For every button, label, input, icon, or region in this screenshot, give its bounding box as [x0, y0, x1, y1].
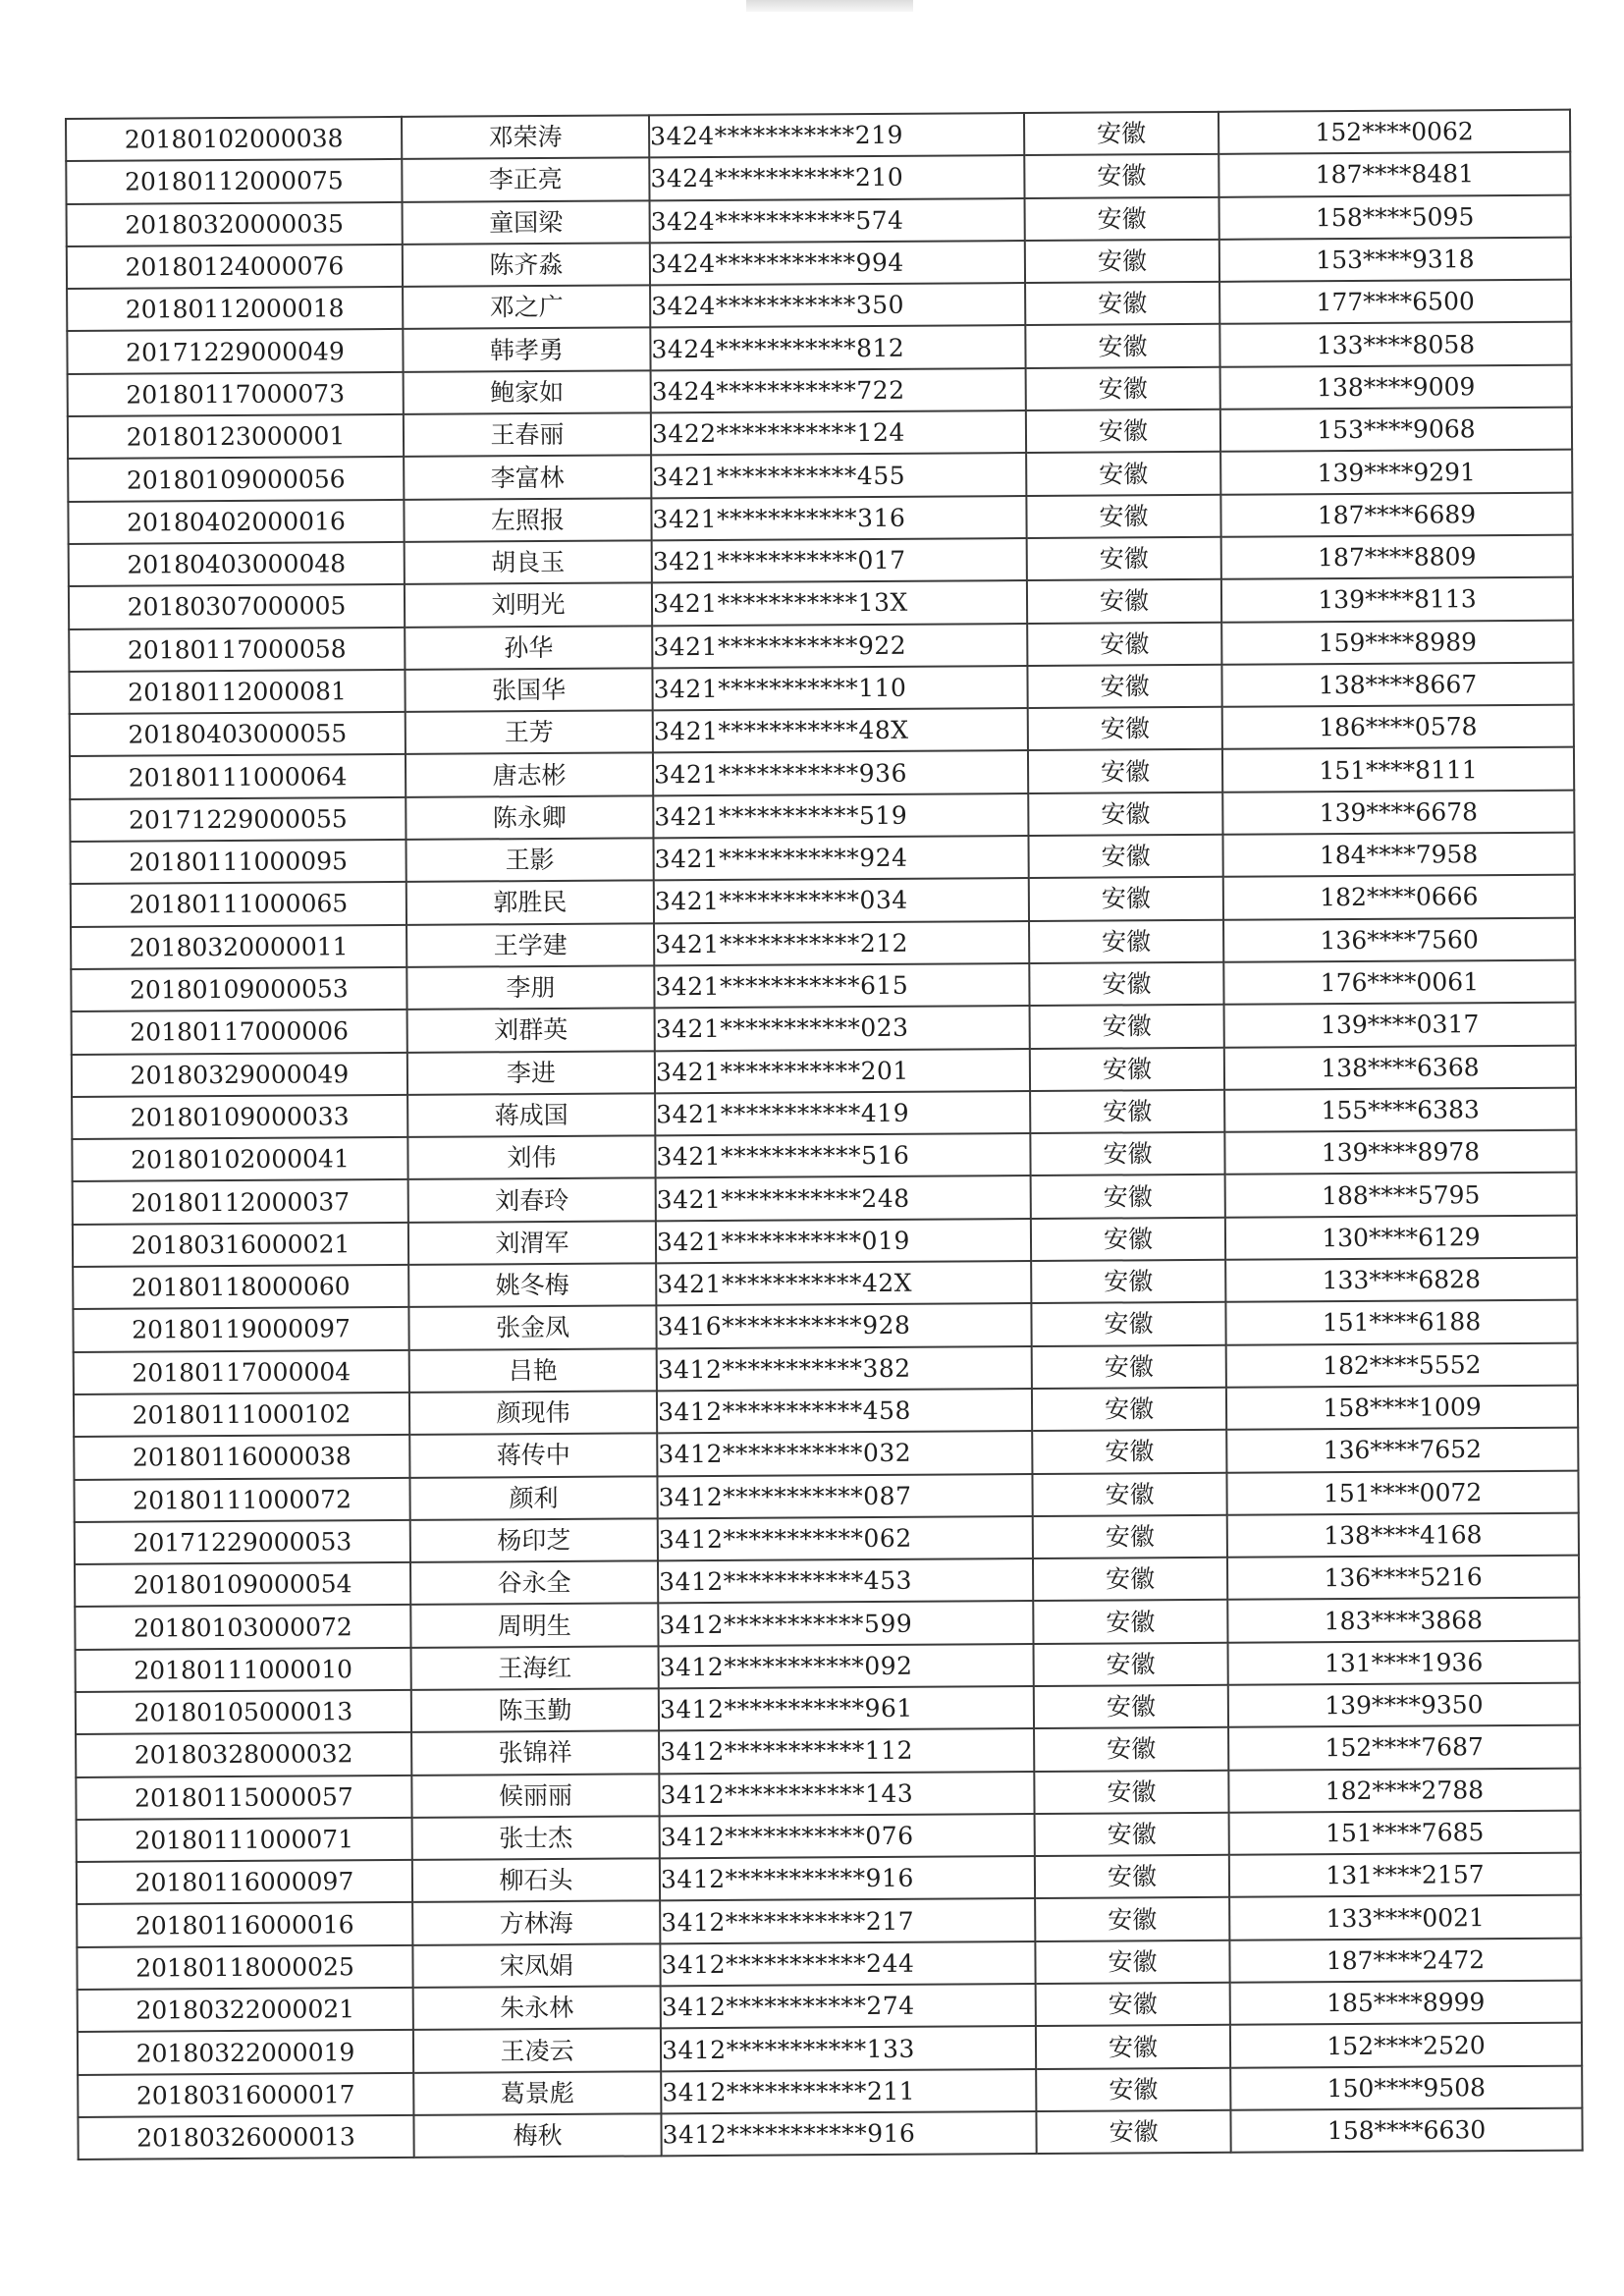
id-card-cell: 3412***********453 — [658, 1558, 1033, 1604]
province-cell: 安徽 — [1027, 665, 1221, 709]
province-cell: 安徽 — [1027, 579, 1221, 624]
name-cell: 王春丽 — [404, 412, 651, 457]
name-cell: 王海红 — [411, 1646, 659, 1690]
registration-number-cell: 20171229000053 — [75, 1520, 410, 1564]
phone-cell: 139****6678 — [1222, 790, 1574, 834]
name-cell: 李进 — [407, 1051, 655, 1095]
phone-cell: 133****6828 — [1225, 1258, 1577, 1302]
registration-number-cell: 20180316000017 — [78, 2073, 413, 2117]
id-card-cell: 3424***********994 — [650, 241, 1025, 286]
registration-number-cell: 20180111000072 — [74, 1477, 409, 1521]
id-card-cell: 3421***********13X — [652, 580, 1027, 626]
province-cell: 安徽 — [1035, 1897, 1229, 1941]
phone-cell: 182****5552 — [1226, 1342, 1578, 1387]
phone-cell: 152****7687 — [1228, 1725, 1580, 1770]
registration-number-cell: 20180402000016 — [68, 500, 404, 544]
phone-cell: 136****7560 — [1223, 917, 1575, 961]
province-cell: 安徽 — [1036, 2025, 1230, 2069]
phone-cell: 136****7652 — [1226, 1428, 1578, 1472]
name-cell: 刘伟 — [407, 1135, 655, 1179]
id-card-cell: 3416***********928 — [656, 1303, 1031, 1348]
phone-cell: 139****0317 — [1224, 1003, 1576, 1047]
name-cell: 王学建 — [406, 923, 654, 967]
id-card-cell: 3422***********124 — [651, 410, 1026, 456]
id-card-cell: 3412***********133 — [661, 2026, 1036, 2071]
registration-number-cell: 20180119000097 — [73, 1307, 408, 1351]
province-cell: 安徽 — [1025, 324, 1219, 368]
id-card-cell: 3412***********032 — [657, 1431, 1032, 1476]
name-cell: 王凌云 — [413, 2029, 661, 2073]
registration-number-cell: 20180118000060 — [73, 1265, 408, 1309]
province-cell: 安徽 — [1036, 2067, 1230, 2111]
phone-cell: 138****8667 — [1221, 662, 1573, 706]
phone-cell: 150****9508 — [1230, 2065, 1582, 2109]
registration-number-cell: 20180326000013 — [78, 2115, 413, 2159]
name-cell: 颜利 — [409, 1476, 657, 1520]
province-cell: 安徽 — [1030, 1047, 1224, 1091]
registration-number-cell: 20180117000006 — [72, 1010, 407, 1054]
phone-cell: 185****8999 — [1230, 1981, 1582, 2025]
registration-number-cell: 20180117000073 — [68, 372, 404, 416]
id-card-cell: 3421***********924 — [653, 836, 1028, 881]
table-container — [65, 109, 1582, 2161]
registration-number-cell: 20180109000053 — [71, 967, 406, 1011]
registration-number-cell: 20180316000021 — [73, 1223, 408, 1267]
province-cell: 安徽 — [1030, 1005, 1224, 1049]
province-cell: 安徽 — [1034, 1642, 1228, 1686]
phone-cell: 138****9009 — [1220, 364, 1572, 409]
id-card-cell: 3421***********316 — [651, 496, 1026, 541]
province-cell: 安徽 — [1030, 1090, 1224, 1134]
province-cell: 安徽 — [1033, 1558, 1227, 1602]
id-card-cell: 3412***********112 — [659, 1728, 1034, 1774]
id-card-cell: 3424***********722 — [651, 368, 1026, 413]
id-card-cell: 3421***********212 — [654, 921, 1029, 966]
id-card-cell: 3421***********023 — [655, 1006, 1030, 1051]
phone-cell: 182****0666 — [1223, 875, 1575, 919]
id-card-cell: 3424***********219 — [649, 113, 1024, 158]
phone-cell: 133****8058 — [1219, 322, 1571, 366]
name-cell: 鲍家如 — [404, 370, 651, 414]
phone-cell: 152****2520 — [1230, 2023, 1582, 2067]
phone-cell: 131****1936 — [1228, 1640, 1580, 1684]
province-cell: 安徽 — [1029, 877, 1223, 921]
registration-number-cell: 20180117000058 — [69, 627, 405, 671]
candidate-table — [65, 109, 1584, 2161]
phone-cell: 187****8481 — [1218, 152, 1570, 196]
phone-cell: 151****6188 — [1225, 1300, 1577, 1344]
registration-number-cell: 20180109000056 — [68, 457, 404, 501]
id-card-cell: 3412***********382 — [657, 1346, 1032, 1392]
province-cell: 安徽 — [1033, 1600, 1227, 1644]
name-cell: 杨印芝 — [410, 1518, 658, 1562]
id-card-cell: 3424***********574 — [650, 198, 1025, 244]
scan-smudge — [746, 0, 913, 12]
name-cell: 童国梁 — [403, 200, 650, 245]
registration-number-cell: 20180328000032 — [76, 1732, 411, 1777]
phone-cell: 187****2472 — [1229, 1938, 1581, 1982]
name-cell: 周明生 — [410, 1604, 658, 1648]
name-cell: 蒋成国 — [407, 1093, 655, 1137]
province-cell: 安徽 — [1026, 452, 1220, 496]
phone-cell: 153****9068 — [1220, 408, 1572, 452]
name-cell: 吕艳 — [409, 1348, 657, 1393]
id-card-cell: 3412***********244 — [660, 1941, 1035, 1987]
registration-number-cell: 20180322000021 — [78, 1988, 413, 2032]
phone-cell: 139****8113 — [1221, 577, 1573, 622]
province-cell: 安徽 — [1030, 1132, 1224, 1176]
registration-number-cell: 20180111000064 — [70, 754, 406, 798]
phone-cell: 138****4168 — [1227, 1512, 1579, 1557]
id-card-cell: 3421***********519 — [653, 793, 1028, 839]
name-cell: 候丽丽 — [411, 1774, 659, 1818]
name-cell: 张金凤 — [408, 1306, 656, 1350]
province-cell: 安徽 — [1024, 112, 1218, 156]
registration-number-cell: 20180112000037 — [73, 1179, 408, 1224]
id-card-cell: 3421***********48X — [653, 708, 1028, 753]
registration-number-cell: 20180123000001 — [68, 414, 404, 459]
registration-number-cell: 20171229000049 — [67, 329, 403, 373]
name-cell: 宋凤娟 — [412, 1943, 660, 1988]
registration-number-cell: 20180105000013 — [76, 1690, 411, 1734]
province-cell: 安徽 — [1025, 240, 1219, 284]
table-body — [66, 110, 1583, 2160]
province-cell: 安徽 — [1035, 1941, 1229, 1985]
registration-number-cell: 20180109000033 — [72, 1095, 407, 1139]
phone-cell: 188****5795 — [1225, 1173, 1577, 1217]
id-card-cell: 3421***********017 — [652, 538, 1027, 583]
name-cell: 王影 — [406, 838, 653, 882]
province-cell: 安徽 — [1034, 1685, 1228, 1729]
id-card-cell: 3421***********034 — [654, 878, 1029, 923]
phone-cell: 139****9350 — [1228, 1683, 1580, 1727]
registration-number-cell: 20180322000019 — [78, 2030, 413, 2074]
registration-number-cell: 20180116000038 — [74, 1435, 409, 1479]
id-card-cell: 3424***********812 — [650, 326, 1025, 371]
name-cell: 韩孝勇 — [403, 328, 650, 372]
name-cell: 柳石头 — [412, 1859, 660, 1903]
name-cell: 李朋 — [406, 965, 654, 1010]
phone-cell: 151****0072 — [1226, 1470, 1578, 1514]
name-cell: 王芳 — [406, 711, 653, 755]
id-card-cell: 3421***********42X — [656, 1261, 1031, 1306]
name-cell: 陈玉勤 — [411, 1688, 659, 1732]
id-card-cell: 3412***********092 — [659, 1644, 1034, 1689]
phone-cell: 182****2788 — [1228, 1768, 1580, 1812]
id-card-cell: 3421***********201 — [655, 1049, 1030, 1094]
province-cell: 安徽 — [1035, 1813, 1229, 1857]
name-cell: 张士杰 — [412, 1816, 660, 1860]
name-cell: 方林海 — [412, 1901, 660, 1945]
phone-cell: 159****8989 — [1221, 620, 1573, 664]
phone-cell: 176****0061 — [1223, 960, 1575, 1005]
registration-number-cell: 20180111000095 — [71, 840, 406, 884]
name-cell: 颜现伟 — [409, 1391, 657, 1435]
province-cell: 安徽 — [1031, 1175, 1225, 1219]
province-cell: 安徽 — [1036, 1983, 1230, 2027]
registration-number-cell: 20180116000016 — [77, 1902, 412, 1946]
name-cell: 胡良玉 — [405, 540, 652, 584]
id-card-cell: 3424***********210 — [649, 155, 1024, 200]
phone-cell: 155****6383 — [1224, 1087, 1576, 1131]
id-card-cell: 3421***********455 — [651, 453, 1026, 498]
id-card-cell: 3421***********110 — [652, 666, 1027, 711]
name-cell: 孙华 — [405, 626, 652, 670]
name-cell: 左照报 — [404, 498, 651, 542]
name-cell: 蒋传中 — [409, 1434, 657, 1478]
name-cell: 梅秋 — [413, 2113, 661, 2158]
province-cell: 安徽 — [1026, 494, 1220, 538]
province-cell: 安徽 — [1028, 749, 1222, 793]
id-card-cell: 3421***********936 — [653, 750, 1028, 795]
name-cell: 邓荣涛 — [402, 115, 649, 159]
id-card-cell: 3424***********350 — [650, 283, 1025, 328]
province-cell: 安徽 — [1026, 410, 1220, 454]
phone-cell: 158****1009 — [1226, 1386, 1578, 1430]
phone-cell: 139****8978 — [1224, 1130, 1576, 1175]
province-cell: 安徽 — [1027, 622, 1221, 666]
id-card-cell: 3412***********062 — [658, 1516, 1033, 1561]
registration-number-cell: 20171229000055 — [70, 797, 406, 842]
registration-number-cell: 20180124000076 — [67, 245, 403, 289]
name-cell: 刘群英 — [407, 1009, 655, 1053]
id-card-cell: 3412***********087 — [657, 1474, 1032, 1519]
province-cell: 安徽 — [1033, 1515, 1227, 1559]
id-card-cell: 3412***********211 — [661, 2069, 1036, 2114]
registration-number-cell: 20180329000049 — [72, 1052, 407, 1096]
id-card-cell: 3412***********143 — [659, 1772, 1034, 1817]
id-card-cell: 3412***********274 — [661, 1984, 1036, 2029]
registration-number-cell: 20180307000005 — [69, 584, 405, 629]
phone-cell: 184****7958 — [1222, 833, 1574, 877]
name-cell: 张国华 — [405, 668, 652, 712]
id-card-cell: 3421***********615 — [654, 963, 1029, 1009]
id-card-cell: 3412***********076 — [660, 1814, 1035, 1859]
phone-cell: 158****6630 — [1230, 2108, 1582, 2153]
province-cell: 安徽 — [1029, 962, 1223, 1007]
province-cell: 安徽 — [1034, 1727, 1228, 1772]
name-cell: 张锦祥 — [411, 1731, 659, 1776]
registration-number-cell: 20180112000075 — [66, 159, 402, 203]
registration-number-cell: 20180111000065 — [71, 882, 406, 926]
phone-cell: 153****9318 — [1219, 238, 1571, 282]
registration-number-cell: 20180102000038 — [66, 117, 402, 161]
province-cell: 安徽 — [1031, 1218, 1225, 1262]
phone-cell: 131****2157 — [1229, 1853, 1581, 1897]
phone-cell: 138****6368 — [1224, 1045, 1576, 1089]
province-cell: 安徽 — [1032, 1472, 1226, 1516]
registration-number-cell: 20180116000097 — [77, 1860, 412, 1904]
phone-cell: 151****8111 — [1222, 747, 1574, 792]
phone-cell: 133****0021 — [1229, 1895, 1581, 1940]
name-cell: 唐志彬 — [406, 753, 653, 797]
table-row — [78, 2108, 1582, 2160]
registration-number-cell: 20180118000025 — [77, 1945, 412, 1990]
province-cell: 安徽 — [1024, 154, 1218, 198]
registration-number-cell: 20180403000048 — [69, 542, 405, 586]
phone-cell: 130****6129 — [1225, 1215, 1577, 1259]
registration-number-cell: 20180112000018 — [67, 287, 403, 331]
province-cell: 安徽 — [1028, 707, 1222, 751]
province-cell: 安徽 — [1031, 1302, 1225, 1346]
province-cell: 安徽 — [1035, 1855, 1229, 1899]
phone-cell: 151****7685 — [1229, 1810, 1581, 1854]
name-cell: 谷永全 — [410, 1560, 658, 1605]
province-cell: 安徽 — [1025, 282, 1219, 326]
registration-number-cell: 20180109000054 — [75, 1562, 410, 1607]
registration-number-cell: 20180103000072 — [75, 1605, 410, 1649]
name-cell: 刘渭军 — [408, 1221, 656, 1265]
phone-cell: 152****0062 — [1218, 110, 1570, 154]
name-cell: 李正亮 — [402, 158, 649, 202]
phone-cell: 186****0578 — [1222, 705, 1574, 749]
id-card-cell: 3412***********217 — [660, 1898, 1035, 1943]
province-cell: 安徽 — [1025, 196, 1219, 241]
name-cell: 陈永卿 — [406, 795, 653, 840]
id-card-cell: 3421***********922 — [652, 624, 1027, 669]
name-cell: 姚冬梅 — [408, 1263, 656, 1307]
name-cell: 朱永林 — [413, 1986, 661, 2030]
registration-number-cell: 20180320000035 — [67, 201, 403, 246]
province-cell: 安徽 — [1036, 2110, 1230, 2155]
province-cell: 安徽 — [1032, 1344, 1226, 1389]
registration-number-cell: 20180111000071 — [77, 1818, 412, 1862]
phone-cell: 136****5216 — [1227, 1556, 1579, 1600]
registration-number-cell: 20180320000011 — [71, 925, 406, 969]
phone-cell: 158****5095 — [1219, 194, 1571, 239]
id-card-cell: 3412***********599 — [658, 1601, 1033, 1646]
province-cell: 安徽 — [1028, 835, 1222, 879]
name-cell: 陈齐淼 — [403, 243, 650, 287]
registration-number-cell: 20180111000010 — [76, 1648, 411, 1692]
id-card-cell: 3412***********458 — [657, 1389, 1032, 1434]
id-card-cell: 3412***********961 — [659, 1686, 1034, 1731]
registration-number-cell: 20180117000004 — [74, 1349, 409, 1394]
province-cell: 安徽 — [1026, 367, 1220, 411]
phone-cell: 139****9291 — [1220, 450, 1572, 494]
registration-number-cell: 20180111000102 — [74, 1393, 409, 1437]
name-cell: 李富林 — [404, 456, 651, 500]
registration-number-cell: 20180102000041 — [72, 1137, 407, 1181]
id-card-cell: 3412***********916 — [660, 1856, 1035, 1901]
province-cell: 安徽 — [1032, 1388, 1226, 1432]
id-card-cell: 3421***********419 — [655, 1091, 1030, 1136]
province-cell: 安徽 — [1029, 919, 1223, 963]
name-cell: 邓之广 — [403, 286, 650, 330]
id-card-cell: 3412***********916 — [661, 2111, 1036, 2157]
province-cell: 安徽 — [1034, 1770, 1228, 1814]
province-cell: 安徽 — [1032, 1430, 1226, 1474]
name-cell: 葛景彪 — [413, 2071, 661, 2115]
name-cell: 刘春玲 — [408, 1178, 656, 1223]
name-cell: 刘明光 — [405, 583, 652, 628]
phone-cell: 187****6689 — [1220, 492, 1572, 536]
id-card-cell: 3421***********019 — [656, 1219, 1031, 1264]
phone-cell: 187****8809 — [1221, 535, 1573, 579]
registration-number-cell: 20180112000081 — [69, 670, 405, 714]
registration-number-cell: 20180403000055 — [70, 712, 406, 756]
id-card-cell: 3421***********248 — [656, 1175, 1031, 1221]
phone-cell: 177****6500 — [1219, 280, 1571, 324]
registration-number-cell: 20180115000057 — [76, 1775, 411, 1819]
phone-cell: 183****3868 — [1227, 1598, 1579, 1642]
province-cell: 安徽 — [1027, 537, 1221, 581]
province-cell: 安徽 — [1028, 793, 1222, 837]
name-cell: 郭胜民 — [406, 881, 654, 925]
id-card-cell: 3421***********516 — [655, 1133, 1030, 1178]
province-cell: 安徽 — [1031, 1260, 1225, 1304]
